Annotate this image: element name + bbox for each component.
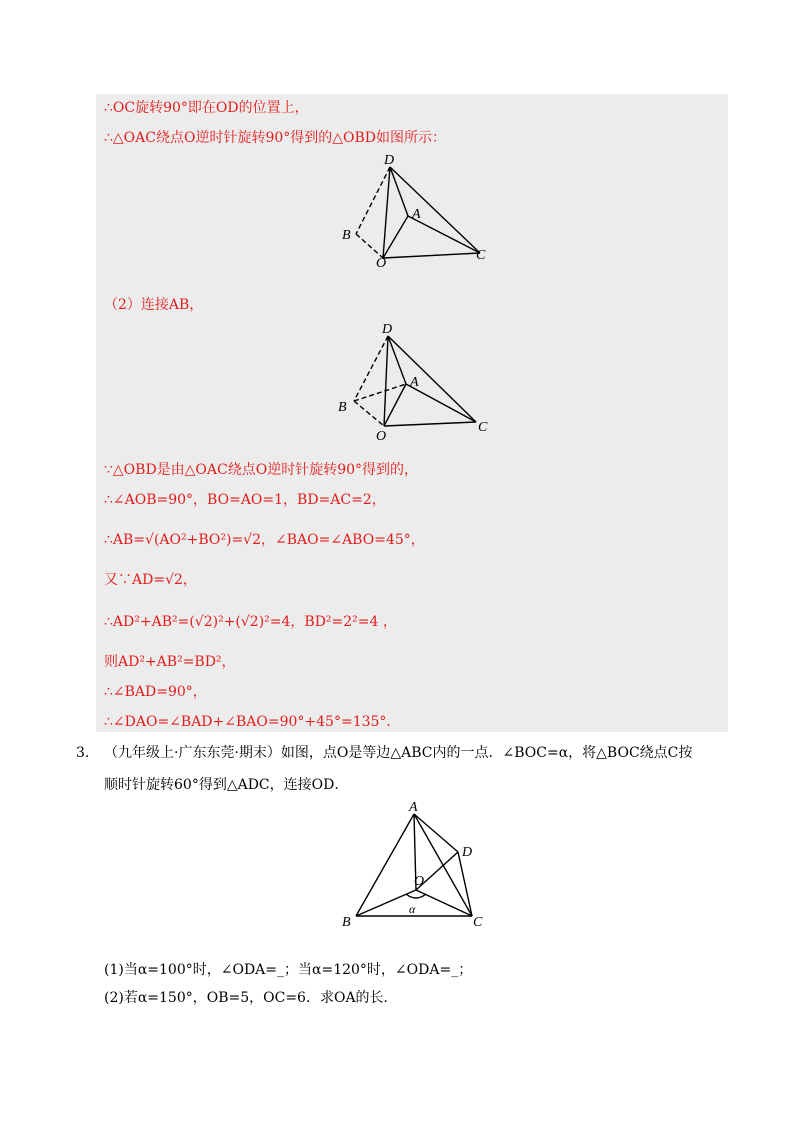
fig3-label-a: A — [409, 800, 418, 815]
fig2-label-c: C — [478, 420, 488, 435]
fig3-edge-dc — [458, 852, 472, 916]
solution-line-9: 则AD²+AB²=BD²， — [104, 654, 236, 670]
figure-equilateral-triangle — [330, 798, 500, 938]
fig2-edge-bo-dashed — [354, 401, 384, 426]
fig3-edge-ab — [356, 814, 414, 916]
fig1-label-b: B — [342, 228, 351, 243]
solution-line-11: ∴∠DAO=∠BAD+∠BAO=90°+45°=135°． — [104, 714, 401, 730]
fig1-label-o: O — [376, 256, 387, 270]
problem-3-statement-line-1: （九年级上·广东东莞·期末）如图，点O是等边△ABC内的一点．∠BOC=α，将△BOC绕点C按 — [104, 745, 693, 761]
fig3-label-d: D — [462, 845, 473, 860]
fig1-edge-dc — [390, 167, 480, 253]
fig2-edge-dc — [388, 336, 476, 422]
fig1-edge-bo-dashed — [356, 234, 383, 258]
fig2-label-b: B — [338, 400, 347, 415]
fig1-edge-oa — [383, 216, 408, 258]
fig3-label-alpha: α — [409, 902, 416, 916]
fig2-edge-do — [384, 336, 388, 426]
fig1-label-a: A — [412, 207, 421, 222]
fig2-label-d: D — [382, 322, 393, 337]
fig1-edge-db-dashed — [356, 167, 390, 234]
solution-line-4: ∵△OBD是由△OAC绕点O逆时针旋转90°得到的， — [104, 462, 419, 478]
solution-line-10: ∴∠BAD=90°， — [104, 684, 207, 700]
fig3-angle-arc — [406, 894, 426, 898]
problem-3-number: 3. — [76, 745, 90, 761]
fig3-label-c: C — [473, 915, 483, 930]
solution-line-3: （2）连接AB， — [104, 297, 204, 313]
problem-3-question-1: (1)当α=100°时，∠ODA=_；当α=120°时，∠ODA=_； — [104, 962, 473, 978]
fig1-edge-da — [390, 167, 408, 216]
fig2-label-o: O — [376, 429, 387, 442]
fig2-edge-oc — [384, 422, 476, 426]
fig2-edge-db-dashed — [354, 336, 388, 401]
solution-line-8: ∴AD²+AB²=(√2)²+(√2)²=4，BD²=2²=4 ， — [104, 614, 397, 630]
fig1-label-d: D — [384, 153, 395, 168]
problem-3-question-2: (2)若α=150°，OB=5，OC=6．求OA的长． — [104, 990, 398, 1006]
problem-3-statement-line-2: 顺时针旋转60°得到△ADC，连接OD． — [104, 777, 349, 793]
fig2-label-a: A — [410, 375, 419, 390]
fig2-edge-da — [388, 336, 406, 384]
solution-line-2: ∴△OAC绕点O逆时针旋转90°得到的△OBD如图所示： — [104, 130, 447, 146]
fig1-label-c: C — [476, 248, 486, 263]
solution-line-6: ∴AB=√(AO²+BO²)=√2，∠BAO=∠ABO=45°， — [104, 532, 425, 548]
fig1-edge-do — [383, 167, 390, 258]
fig3-edge-ad — [414, 814, 458, 852]
solution-line-1: ∴OC旋转90°即在OD的位置上， — [104, 100, 309, 116]
figure-rotation-1 — [330, 150, 500, 270]
fig3-label-b: B — [342, 915, 351, 930]
solution-line-7: 又∵AD=√2， — [104, 572, 197, 588]
fig1-edge-oc — [383, 253, 480, 258]
figure-rotation-2 — [330, 318, 500, 442]
fig3-edge-oc — [416, 890, 472, 916]
fig3-label-o: O — [414, 874, 425, 889]
solution-line-5: ∴∠AOB=90°，BO=AO=1，BD=AC=2， — [104, 492, 386, 508]
